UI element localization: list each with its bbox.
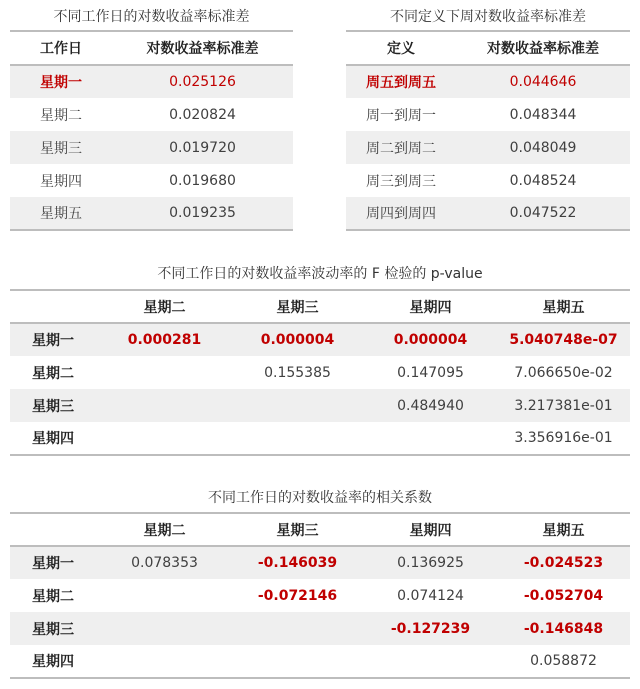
- table3-cell: [98, 389, 231, 422]
- table3-row-label: 星期二: [32, 365, 74, 382]
- table4-header: 星期二: [143, 522, 186, 539]
- table3-cell: 0.484940: [397, 397, 464, 414]
- table4-header: 星期五: [542, 522, 585, 539]
- table1-cell: 0.025126: [169, 74, 236, 90]
- table3-cell: 0.000004: [393, 332, 468, 348]
- table1-cell: 星期三: [40, 140, 82, 157]
- table-row: [346, 164, 630, 197]
- table3-header: 星期四: [409, 299, 452, 316]
- table3-row-label: 星期四: [32, 431, 74, 447]
- table1-cell: 星期二: [40, 107, 82, 124]
- table4-cell: [231, 645, 364, 678]
- table4-header: 星期四: [409, 522, 452, 539]
- table4-cell: [98, 612, 231, 645]
- table4-cell: -0.127239: [390, 620, 471, 637]
- table4-row-label: 星期一: [32, 556, 74, 572]
- table4-header: 星期三: [276, 522, 319, 539]
- table4-cell: 0.058872: [530, 653, 597, 669]
- table4-cell: 0.074124: [397, 587, 464, 604]
- table4-row-label: 星期四: [32, 654, 74, 670]
- table-row: [10, 389, 630, 422]
- table3-caption: 不同工作日的对数收益率波动率的 F 检验的 p-value: [157, 266, 483, 282]
- table4-cell: -0.024523: [523, 555, 604, 571]
- table-row: [10, 356, 630, 389]
- table2-cell: 0.048524: [509, 172, 577, 189]
- table4-cell: 0.078353: [131, 555, 198, 571]
- table1: [10, 30, 293, 231]
- table1-cell: 星期一: [40, 75, 82, 91]
- table-row: [10, 65, 293, 98]
- table-row: [10, 546, 630, 579]
- table4-cell: -0.146848: [523, 620, 604, 637]
- table3-header: [10, 290, 98, 323]
- table1-cell: 0.019680: [169, 172, 236, 189]
- table3-cell: [364, 422, 497, 455]
- table-row: [10, 422, 630, 455]
- table3: [10, 289, 630, 456]
- table1-cell: 0.019720: [169, 139, 236, 156]
- table1-header: 工作日: [40, 41, 82, 57]
- table1-cell: 星期四: [40, 173, 82, 190]
- table3-cell: 0.000004: [260, 332, 335, 348]
- table3-header: 星期五: [542, 299, 585, 316]
- table2-cell: 周五到周五: [366, 75, 436, 91]
- table4-cell: [98, 579, 231, 612]
- table2-cell: 周四到周四: [366, 206, 436, 222]
- table-row: [10, 645, 630, 678]
- table3-header: 星期三: [276, 299, 319, 316]
- table3-cell: 0.147095: [397, 364, 464, 381]
- table2: [346, 30, 630, 231]
- table4-cell: [98, 645, 231, 678]
- table-row: [10, 579, 630, 612]
- table3-cell: [98, 356, 231, 389]
- table-row: [10, 323, 630, 356]
- table1-cell: 0.020824: [169, 106, 236, 123]
- table2-header: 对数收益率标准差: [487, 41, 599, 57]
- table3-cell: 0.155385: [264, 364, 331, 381]
- table-row: [10, 612, 630, 645]
- table2-cell: 0.047522: [509, 205, 577, 221]
- table3-cell: 7.066650e-02: [514, 364, 613, 381]
- table2-cell: 0.048049: [509, 139, 577, 156]
- table4-row-label: 星期二: [32, 588, 74, 605]
- table4-cell: -0.052704: [523, 587, 604, 604]
- table-row: [10, 98, 293, 131]
- table4-cell: -0.072146: [257, 587, 338, 604]
- table4-cell: 0.136925: [397, 555, 464, 571]
- table-row: [346, 197, 630, 230]
- table1-cell: 星期五: [40, 206, 82, 222]
- table-row: [10, 164, 293, 197]
- table3-cell: 0.000281: [127, 332, 202, 348]
- table-row: [346, 131, 630, 164]
- table4-header: [10, 513, 98, 546]
- table2-header: 定义: [387, 41, 415, 57]
- table4-caption: 不同工作日的对数收益率的相关系数: [208, 490, 432, 506]
- table3-cell: [231, 389, 364, 422]
- table3-cell: 3.356916e-01: [514, 430, 613, 446]
- table2-cell: 0.048344: [509, 106, 577, 123]
- table1-cell: 0.019235: [169, 205, 236, 221]
- table-row: [10, 131, 293, 164]
- table4-cell: [364, 645, 497, 678]
- table2-cell: 周三到周三: [366, 173, 436, 190]
- table4-row-label: 星期三: [32, 621, 74, 638]
- table3-row-label: 星期一: [32, 333, 74, 349]
- table3-header: 星期二: [143, 299, 186, 316]
- table3-cell: 5.040748e-07: [509, 332, 618, 348]
- table2-cell: 0.044646: [509, 74, 577, 90]
- table2-caption: 不同定义下周对数收益率标准差: [390, 9, 586, 25]
- table1-caption: 不同工作日的对数收益率标准差: [53, 9, 250, 25]
- table2-cell: 周一到周一: [366, 107, 436, 124]
- table3-cell: 3.217381e-01: [514, 397, 613, 414]
- table3-cell: [231, 422, 364, 455]
- table4: [10, 512, 630, 679]
- table-row: [346, 65, 630, 98]
- table3-cell: [98, 422, 231, 455]
- table4-cell: -0.146039: [257, 555, 338, 571]
- table1-header: 对数收益率标准差: [146, 41, 259, 57]
- table-row: [10, 197, 293, 230]
- table-row: [346, 98, 630, 131]
- table4-cell: [231, 612, 364, 645]
- table3-row-label: 星期三: [32, 398, 74, 415]
- table2-cell: 周二到周二: [366, 140, 436, 157]
